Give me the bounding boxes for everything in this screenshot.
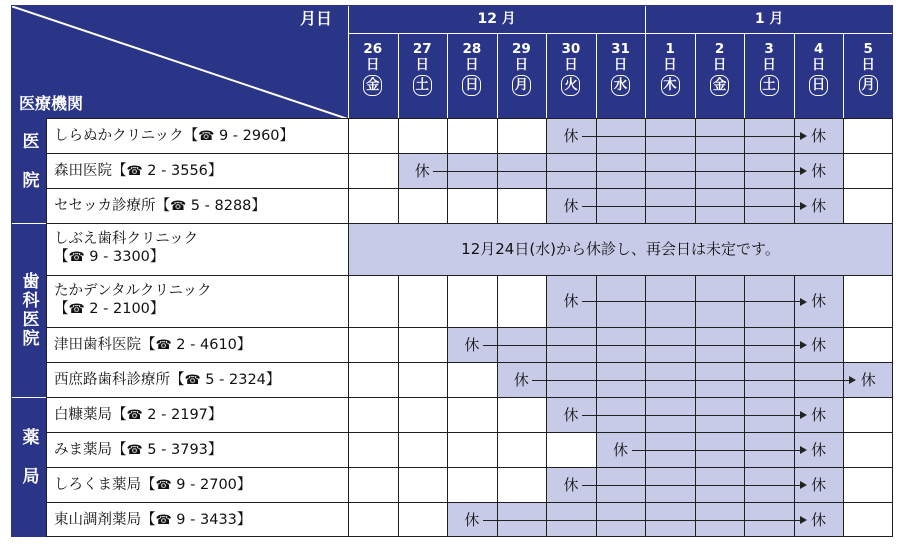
closed-start-label: 休: [563, 196, 579, 215]
day-number: 27: [412, 41, 432, 57]
bracket-open: 【: [141, 476, 156, 493]
institution-entry: [54, 230, 198, 267]
day-header: [596, 41, 646, 96]
day-header: [744, 41, 794, 96]
day-number: 5: [863, 41, 873, 57]
institution-name: 西庶路歯科診療所: [54, 371, 170, 388]
bracket-open: 【: [183, 127, 199, 144]
phone-icon: ☎: [126, 407, 143, 423]
bracket-open: 【: [112, 406, 127, 423]
phone-number: 9 - 3433: [171, 511, 237, 528]
row-divider: [46, 362, 893, 363]
header-column-divider: [546, 33, 547, 118]
institution-entry: [54, 476, 251, 495]
row-divider: [46, 502, 893, 503]
day-header: [546, 41, 596, 96]
bracket-open: 【: [112, 441, 127, 458]
day-of-week: 土: [413, 75, 432, 96]
day-suffix: 日: [663, 57, 677, 73]
institution-entry: [54, 406, 222, 425]
closed-arrow-line: [582, 136, 801, 137]
closed-end-label: 休: [811, 405, 827, 424]
corner-institution-label: 医療機関: [19, 94, 84, 113]
day-number: 1: [665, 41, 675, 57]
closed-end-label: 休: [811, 196, 827, 215]
closed-arrow-line: [532, 380, 850, 381]
row-divider: [46, 275, 893, 276]
arrow-head-icon: [800, 132, 807, 140]
header-column-divider: [447, 33, 448, 118]
closed-end-label: 休: [860, 370, 876, 389]
day-suffix: 日: [613, 57, 628, 73]
column-divider: [596, 118, 597, 537]
phone-number: 5 - 2324: [200, 371, 266, 388]
row-divider: [46, 397, 893, 398]
arrow-head-icon: [800, 446, 807, 454]
header-column-divider: [744, 33, 745, 118]
phone-number: 5 - 3793: [142, 441, 208, 458]
phone-number: 9 - 2960: [214, 127, 280, 144]
month-label: 1 月: [754, 11, 784, 27]
day-number: 26: [363, 41, 383, 57]
day-suffix: 日: [366, 57, 380, 73]
bracket-close: 】: [251, 197, 266, 214]
arrow-head-icon: [800, 516, 807, 524]
arrow-head-icon: [800, 481, 807, 489]
institution-name: 白糠薬局: [54, 406, 112, 423]
arrow-head-icon: [800, 341, 807, 349]
day-of-week: 木: [661, 75, 680, 96]
closed-start-label: 休: [563, 292, 579, 310]
bottom-border: [46, 536, 893, 537]
bracket-close: 】: [207, 406, 223, 423]
institution-name: しぶえ歯科クリニック: [54, 231, 199, 247]
closed-arrow-line: [582, 206, 801, 207]
institution-entry: [54, 371, 280, 390]
closed-start-label: 休: [563, 405, 579, 424]
day-number: 29: [511, 41, 531, 57]
day-of-week: 金: [363, 75, 382, 96]
holiday-schedule-table: [11, 5, 893, 537]
day-header: [843, 41, 893, 96]
phone-number: 5 - 8288: [186, 197, 252, 214]
day-header: [794, 41, 844, 96]
bracket-close: 】: [236, 511, 252, 528]
column-divider: [546, 118, 547, 537]
institution-entry: [54, 127, 294, 146]
header-column-divider: [497, 33, 498, 118]
phone-icon: ☎: [155, 337, 172, 353]
header-column-divider: [398, 33, 399, 118]
row-divider: [46, 118, 893, 119]
day-suffix: 日: [465, 57, 479, 73]
name-column-border: [46, 118, 47, 537]
column-divider: [497, 118, 498, 537]
closed-start-label: 休: [563, 475, 579, 494]
day-of-week: 土: [760, 75, 779, 96]
column-divider: [843, 118, 844, 537]
day-header: [348, 41, 398, 96]
bracket-open: 【: [54, 301, 69, 317]
closed-arrow-line: [582, 485, 801, 486]
row-divider: [46, 153, 893, 154]
closed-end-label: 休: [811, 126, 827, 145]
column-divider: [447, 118, 448, 537]
institution-name: 森田医院: [54, 162, 112, 179]
closed-arrow-line: [483, 345, 801, 346]
arrow-head-icon: [800, 167, 807, 175]
header-column-divider: [794, 33, 795, 118]
closed-end-label: 休: [811, 161, 827, 180]
phone-icon: ☎: [155, 512, 172, 528]
closed-start-label: 休: [414, 161, 430, 180]
column-divider: [744, 118, 745, 537]
closed-start-label: 休: [513, 370, 529, 389]
phone-icon: ☎: [184, 372, 201, 388]
category-label-text: 歯科医院: [18, 272, 39, 348]
day-of-week: 日: [462, 75, 481, 96]
bracket-close: 】: [265, 371, 281, 388]
day-suffix: 日: [712, 57, 727, 73]
institution-entry: [54, 441, 222, 460]
day-of-week: 水: [611, 75, 630, 96]
category-label-text: 医院: [18, 131, 39, 210]
arrow-head-icon: [800, 298, 807, 306]
column-divider: [348, 118, 349, 537]
day-header: [447, 41, 497, 96]
column-divider: [398, 118, 399, 537]
day-suffix: 日: [861, 57, 875, 73]
bracket-close: 】: [236, 476, 252, 493]
closed-arrow-line: [433, 171, 800, 172]
institution-name: たかデンタルクリニック: [54, 283, 212, 299]
phone-number: 2 - 2100: [84, 301, 150, 317]
closed-arrow-line: [582, 415, 801, 416]
day-number: 28: [462, 41, 482, 57]
institution-name: 津田歯科医院: [54, 336, 141, 353]
category-label: [11, 397, 46, 537]
arrow-head-icon: [800, 202, 807, 210]
phone-icon: ☎: [155, 477, 172, 493]
phone-number: 9 - 2700: [171, 476, 237, 493]
month-divider: [348, 33, 893, 34]
closed-start-label: 休: [464, 510, 480, 529]
day-suffix: 日: [514, 57, 529, 73]
day-header: [645, 41, 695, 96]
category-divider: [11, 223, 46, 224]
header-column-divider: [596, 33, 597, 118]
institution-entry: [54, 197, 266, 216]
day-suffix: 日: [811, 57, 826, 73]
closed-start-label: 休: [612, 440, 628, 459]
row-divider: [46, 432, 893, 433]
closed-end-label: 休: [811, 440, 827, 459]
bracket-open: 【: [141, 336, 156, 353]
bracket-close: 】: [236, 336, 252, 353]
phone-icon: ☎: [126, 163, 143, 179]
phone-icon: ☎: [126, 442, 143, 458]
day-of-week: 火: [561, 75, 580, 96]
day-suffix: 日: [762, 57, 776, 73]
header-column-divider: [645, 5, 646, 118]
arrow-head-icon: [849, 376, 856, 384]
phone-number: 2 - 2197: [142, 406, 208, 423]
bracket-open: 【: [170, 371, 185, 388]
closed-arrow-line: [582, 301, 801, 302]
day-number: 3: [764, 41, 774, 57]
column-divider: [794, 118, 795, 537]
institution-name: みま薬局: [54, 441, 112, 458]
institution-name: しろくま薬局: [54, 476, 141, 493]
row-divider: [46, 327, 893, 328]
category-label: [11, 223, 46, 397]
day-of-week: 月: [512, 75, 531, 96]
institution-entry: [54, 336, 251, 355]
bracket-close: 】: [279, 127, 295, 144]
day-suffix: 日: [415, 57, 430, 73]
phone-number: 9 - 3300: [84, 249, 150, 265]
day-header: [398, 41, 448, 96]
closed-end-label: 休: [811, 292, 827, 310]
closed-start-label: 休: [563, 126, 579, 145]
category-label-text: 薬局: [18, 428, 39, 506]
phone-icon: ☎: [170, 198, 187, 214]
day-number: 31: [611, 41, 630, 57]
closed-end-label: 休: [811, 335, 827, 354]
phone-number: 2 - 4610: [171, 336, 237, 353]
day-number: 2: [714, 41, 725, 57]
closed-end-label: 休: [811, 510, 827, 529]
column-divider: [695, 118, 696, 537]
day-header: [695, 41, 745, 96]
institution-entry: [54, 162, 222, 181]
right-border: [892, 118, 893, 537]
header-column-divider: [695, 33, 696, 118]
bracket-close: 】: [149, 249, 165, 265]
closed-arrow-line: [483, 520, 801, 521]
bracket-open: 【: [54, 249, 69, 265]
day-suffix: 日: [564, 57, 578, 73]
closed-arrow-line: [632, 450, 801, 451]
institution-name: セセッカ診療所: [54, 197, 156, 214]
corner-date-label: 月日: [300, 9, 333, 28]
bracket-close: 】: [207, 162, 223, 179]
header-column-divider: [348, 5, 349, 118]
arrow-head-icon: [800, 411, 807, 419]
phone-icon: ☎: [68, 250, 85, 265]
day-number: 30: [561, 41, 581, 57]
closed-start-label: 休: [464, 335, 480, 354]
month-label: 12 月: [477, 11, 516, 27]
bracket-close: 】: [207, 441, 223, 458]
closure-note: 12月24日(水)から休診し、再会日は未定です。: [461, 240, 780, 258]
day-of-week: 金: [710, 75, 729, 96]
day-of-week: 日: [809, 75, 828, 96]
institution-entry: [54, 282, 211, 319]
bracket-close: 】: [149, 301, 165, 317]
bracket-open: 【: [141, 511, 156, 528]
category-divider: [11, 397, 46, 398]
bracket-open: 【: [155, 197, 170, 214]
column-divider: [645, 118, 646, 537]
row-divider: [46, 188, 893, 189]
institution-name: 東山調剤薬局: [54, 511, 141, 528]
bracket-open: 【: [112, 162, 127, 179]
phone-icon: ☎: [198, 128, 215, 144]
day-of-week: 月: [859, 75, 878, 96]
closed-end-label: 休: [811, 475, 827, 494]
day-number: 4: [813, 41, 824, 57]
institution-entry: [54, 511, 251, 530]
category-label: [11, 118, 46, 223]
row-divider: [46, 467, 893, 468]
phone-icon: ☎: [68, 302, 85, 317]
header-column-divider: [843, 33, 844, 118]
phone-number: 2 - 3556: [142, 162, 208, 179]
institution-name: しらぬかクリニック: [54, 127, 184, 144]
day-header: [497, 41, 547, 96]
